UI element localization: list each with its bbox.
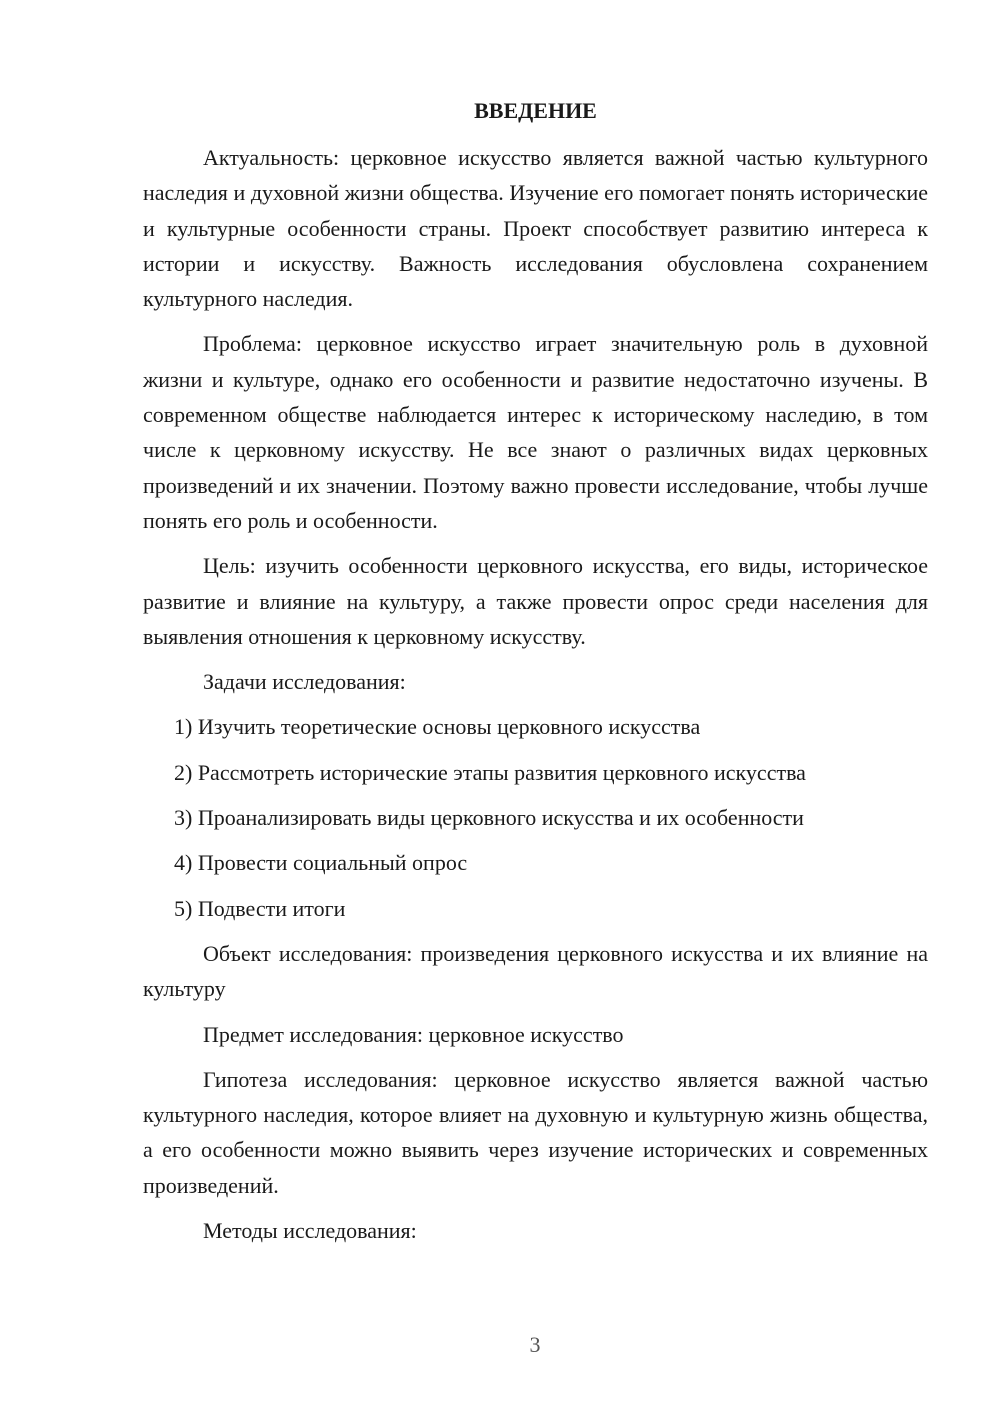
paragraph-subject: Предмет исследования: церковное искусство — [203, 1021, 624, 1047]
section-title: ВВЕДЕНИЕ — [474, 98, 597, 123]
task-item: 1) Изучить теоретические основы церковного искусства — [174, 714, 701, 740]
tasks-heading: Задачи исследования: — [203, 669, 406, 695]
document-page — [143, 93, 928, 1258]
task-item: 4) Провести социальный опрос — [174, 850, 468, 876]
task-item: 2) Рассмотреть исторические этапы развития церковного искусства — [174, 759, 806, 785]
paragraph-goal: Цель: изучить особенности церковного искусства, его виды, историческое развитие и влияние на культуру, а также провести опрос среди населения для выявления отношения к церковному искусству. — [143, 553, 928, 649]
paragraph-problem: Проблема: церковное искусство играет значительную роль в духовной жизни и культуре, однако его особенности и развитие недостаточно изучены. В современном обществе наблюдается интерес к историческому наследию, в том числе к церковному искусству. Не все знают о различных видах церковных произведений и их значении. Поэтому важно провести исследование, чтобы лучше понять его роль и особенности. — [143, 331, 928, 533]
task-list — [143, 709, 928, 925]
methods-heading: Методы исследования: — [203, 1218, 417, 1244]
paragraph-hypothesis: Гипотеза исследования: церковное искусство является важной частью культурного наследия, которое влияет на духовную и культурную жизнь общества, а его особенности можно выявить через изучение исторических и современных произведений. — [143, 1066, 928, 1198]
task-item: 3) Проанализировать виды церковного искусства и их особенности — [174, 805, 804, 831]
task-item: 5) Подвести итоги — [174, 895, 346, 921]
page-number: 3 — [529, 1332, 541, 1357]
paragraph-relevance: Актуальность: церковное искусство является важной частью культурного наследия и духовной жизни общества. Изучение его помогает понять исторические и культурные особенности страны. Проект способствует развитию интереса к истории и искусству. Важность исследования обусловлена сохранением культурного наследия. — [143, 145, 928, 312]
paragraph-object: Объект исследования: произведения церковного искусства и их влияние на культуру — [143, 940, 928, 1002]
